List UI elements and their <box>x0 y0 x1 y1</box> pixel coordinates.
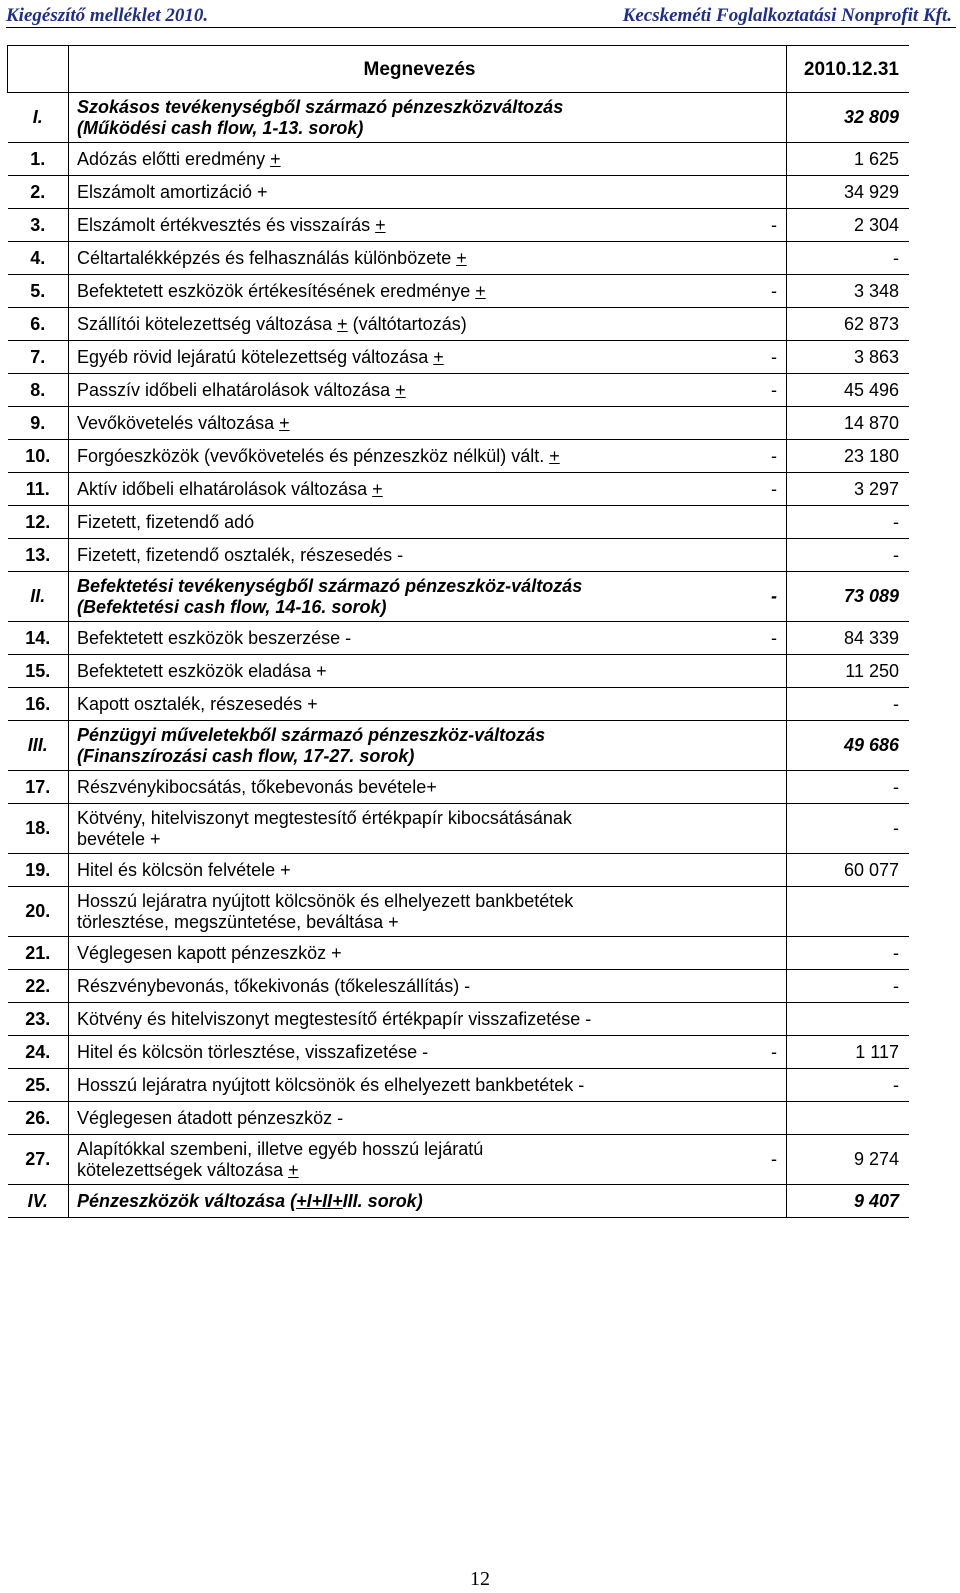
row-description <box>69 1036 763 1069</box>
row-sign <box>762 937 787 970</box>
row-value: - <box>787 771 910 804</box>
row-description <box>69 970 763 1003</box>
table-row <box>8 771 910 804</box>
row-sign <box>762 308 787 341</box>
description-part: + <box>433 346 444 367</box>
row-number: 16. <box>8 688 69 721</box>
row-value: - <box>787 242 910 275</box>
table-row <box>8 473 910 506</box>
description-part: Hitel és kölcsön törlesztése, visszafizetése - <box>77 1041 429 1062</box>
description-part: Hosszú lejáratra nyújtott kölcsönök és elhelyezett bankbetétek - <box>77 1074 585 1095</box>
description-part: Befektetett eszközök beszerzése - <box>77 627 352 648</box>
description-part: I <box>306 1190 312 1211</box>
row-sign <box>762 93 787 143</box>
row-sign: - <box>762 209 787 242</box>
row-value: 3 297 <box>787 473 910 506</box>
row-number: 6. <box>8 308 69 341</box>
row-sign <box>762 655 787 688</box>
row-description <box>69 1135 763 1185</box>
row-number: 9. <box>8 407 69 440</box>
row-description <box>69 93 763 143</box>
row-description <box>69 176 763 209</box>
row-sign: - <box>762 1036 787 1069</box>
description-part: Kötvény és hitelviszonyt megtestesítő értékpapír visszafizetése - <box>77 1008 592 1029</box>
row-description <box>69 1069 763 1102</box>
row-description <box>69 655 763 688</box>
table-row <box>8 1036 910 1069</box>
description-part: (Működési cash flow, 1-13. sorok) <box>77 117 364 138</box>
description-part: Fizetett, fizetendő osztalék, részesedés - <box>77 544 404 565</box>
row-sign <box>762 176 787 209</box>
table-row <box>8 1135 910 1185</box>
table-row <box>8 970 910 1003</box>
table-row <box>8 1102 910 1135</box>
row-number: 23. <box>8 1003 69 1036</box>
table-row <box>8 1003 910 1036</box>
row-value: 9 274 <box>787 1135 910 1185</box>
row-description <box>69 473 763 506</box>
table-row <box>8 937 910 970</box>
description-part: bevétele + <box>77 828 161 849</box>
row-sign <box>762 771 787 804</box>
row-value: 32 809 <box>787 93 910 143</box>
cash-flow-table-body <box>8 46 910 1218</box>
row-description <box>69 209 763 242</box>
description-part: + <box>372 478 383 499</box>
row-sign: - <box>762 374 787 407</box>
row-value: 49 686 <box>787 721 910 771</box>
row-description <box>69 688 763 721</box>
page-header <box>6 0 952 30</box>
row-number: 26. <box>8 1102 69 1135</box>
description-part: Pénzügyi műveletekből származó pénzeszköz-változás <box>77 724 546 745</box>
description-part: Fizetett, fizetendő adó <box>77 511 255 532</box>
table-row <box>8 622 910 655</box>
table-row <box>8 804 910 854</box>
row-description <box>69 721 763 771</box>
row-number: 3. <box>8 209 69 242</box>
row-value: 1 625 <box>787 143 910 176</box>
row-number: 12. <box>8 506 69 539</box>
cash-flow-table <box>7 45 909 1218</box>
section-row <box>8 721 910 771</box>
row-value <box>787 1102 910 1135</box>
header-left-title: Kiegészítő melléklet 2010. <box>6 5 209 26</box>
row-value: 1 117 <box>787 1036 910 1069</box>
row-description <box>69 143 763 176</box>
row-description <box>69 440 763 473</box>
row-description <box>69 572 763 622</box>
description-part: Elszámolt amortizáció + <box>77 181 268 202</box>
row-description <box>69 1003 763 1036</box>
header-sign-cell <box>762 46 787 93</box>
row-number: 7. <box>8 341 69 374</box>
description-part: Befektetett eszközök eladása + <box>77 660 327 681</box>
row-description <box>69 771 763 804</box>
row-value: - <box>787 506 910 539</box>
table-row <box>8 176 910 209</box>
table-row <box>8 506 910 539</box>
table-row <box>8 887 910 937</box>
description-part: Szállítói kötelezettség változása <box>77 313 338 334</box>
row-description <box>69 407 763 440</box>
description-part: Forgóeszközök (vevőkövetelés és pénzeszköz nélkül) vált. <box>77 445 550 466</box>
table-row <box>8 407 910 440</box>
description-part: + <box>475 280 486 301</box>
table-row <box>8 440 910 473</box>
row-value: - <box>787 937 910 970</box>
description-part: Véglegesen átadott pénzeszköz - <box>77 1107 344 1128</box>
table-row <box>8 655 910 688</box>
row-sign <box>762 887 787 937</box>
row-description <box>69 539 763 572</box>
row-value: 73 089 <box>787 572 910 622</box>
description-part: Pénzeszközök változása ( <box>77 1190 297 1211</box>
row-number: 15. <box>8 655 69 688</box>
table-row <box>8 341 910 374</box>
row-number: 5. <box>8 275 69 308</box>
row-sign <box>762 804 787 854</box>
description-part: Aktív időbeli elhatárolások változása <box>77 478 373 499</box>
description-part: kötelezettségek változása <box>77 1159 289 1180</box>
description-part: + <box>395 379 406 400</box>
row-number: 13. <box>8 539 69 572</box>
row-number: 11. <box>8 473 69 506</box>
description-part: Befektetési tevékenységből származó pénzeszköz-változás <box>77 575 583 596</box>
section-row <box>8 1185 910 1218</box>
row-value: - <box>787 539 910 572</box>
row-number: I. <box>8 93 69 143</box>
table-row <box>8 1069 910 1102</box>
row-sign <box>762 539 787 572</box>
description-part: + <box>296 1190 307 1211</box>
header-num-cell <box>8 46 69 93</box>
row-description <box>69 506 763 539</box>
table-row <box>8 209 910 242</box>
row-value: 3 348 <box>787 275 910 308</box>
row-number: 25. <box>8 1069 69 1102</box>
table-row <box>8 275 910 308</box>
row-number: 19. <box>8 854 69 887</box>
row-sign <box>762 1102 787 1135</box>
row-number: 4. <box>8 242 69 275</box>
description-part: (Finanszírozási cash flow, 17-27. sorok) <box>77 745 415 766</box>
description-part: Egyéb rövid lejáratú kötelezettség változása <box>77 346 434 367</box>
row-value: 9 407 <box>787 1185 910 1218</box>
row-sign: - <box>762 440 787 473</box>
section-row <box>8 93 910 143</box>
row-number: IV. <box>8 1185 69 1218</box>
row-number: 20. <box>8 887 69 937</box>
row-sign: - <box>762 275 787 308</box>
description-part: Szokásos tevékenységből származó pénzeszközváltozás <box>77 96 564 117</box>
description-part: III. sorok) <box>342 1190 423 1211</box>
description-part: Adózás előtti eredmény <box>77 148 271 169</box>
description-part: Kötvény, hitelviszonyt megtestesítő értékpapír kibocsátásának <box>77 807 572 828</box>
row-value: 62 873 <box>787 308 910 341</box>
row-sign <box>762 242 787 275</box>
description-part: II <box>322 1190 333 1211</box>
row-sign: - <box>762 572 787 622</box>
row-number: III. <box>8 721 69 771</box>
table-row <box>8 688 910 721</box>
description-part: Alapítókkal szembeni, illetve egyéb hosszú lejáratú <box>77 1138 484 1159</box>
row-description <box>69 622 763 655</box>
section-row <box>8 572 910 622</box>
row-number: 10. <box>8 440 69 473</box>
description-part: (váltótartozás) <box>347 313 467 334</box>
description-part: Hitel és kölcsön felvétele + <box>77 859 291 880</box>
description-part: Részvénybevonás, tőkekivonás (tőkeleszállítás) - <box>77 975 471 996</box>
description-part: + <box>549 445 560 466</box>
description-part: + <box>288 1159 299 1180</box>
header-name-cell: Megnevezés <box>69 46 763 93</box>
table-row <box>8 539 910 572</box>
row-sign <box>762 407 787 440</box>
row-description <box>69 308 763 341</box>
row-value: - <box>787 688 910 721</box>
row-number: 22. <box>8 970 69 1003</box>
row-sign <box>762 506 787 539</box>
row-description <box>69 242 763 275</box>
row-description <box>69 374 763 407</box>
row-description <box>69 887 763 937</box>
table-row <box>8 143 910 176</box>
row-sign <box>762 721 787 771</box>
description-part: Befektetett eszközök értékesítésének eredménye <box>77 280 476 301</box>
row-value: 45 496 <box>787 374 910 407</box>
description-part: Kapott osztalék, részesedés + <box>77 693 318 714</box>
row-value: - <box>787 1069 910 1102</box>
row-value: 60 077 <box>787 854 910 887</box>
row-number: 21. <box>8 937 69 970</box>
row-value: 3 863 <box>787 341 910 374</box>
description-part: törlesztése, megszüntetése, beváltása + <box>77 911 399 932</box>
description-part: Hosszú lejáratra nyújtott kölcsönök és elhelyezett bankbetétek <box>77 890 574 911</box>
row-value: 11 250 <box>787 655 910 688</box>
row-number: 8. <box>8 374 69 407</box>
row-value: 2 304 <box>787 209 910 242</box>
row-number: 24. <box>8 1036 69 1069</box>
table-header-row <box>8 46 910 93</box>
row-number: II. <box>8 572 69 622</box>
table-row <box>8 374 910 407</box>
row-value <box>787 1003 910 1036</box>
table-row <box>8 242 910 275</box>
row-sign <box>762 688 787 721</box>
row-number: 18. <box>8 804 69 854</box>
row-description <box>69 854 763 887</box>
row-description <box>69 1102 763 1135</box>
row-number: 2. <box>8 176 69 209</box>
description-part: + <box>332 1190 343 1211</box>
description-part: Passzív időbeli elhatárolások változása <box>77 379 396 400</box>
row-description <box>69 937 763 970</box>
header-rule <box>6 27 956 28</box>
description-part: Véglegesen kapott pénzeszköz + <box>77 942 342 963</box>
row-value: 14 870 <box>787 407 910 440</box>
row-sign: - <box>762 341 787 374</box>
description-part: Céltartalékképzés és felhasználás különbözete <box>77 247 457 268</box>
header-date-cell: 2010.12.31 <box>787 46 910 93</box>
row-sign: - <box>762 473 787 506</box>
description-part: + <box>456 247 467 268</box>
description-part: + <box>270 148 281 169</box>
table-row <box>8 854 910 887</box>
row-value: - <box>787 970 910 1003</box>
description-part: + <box>279 412 290 433</box>
row-number: 1. <box>8 143 69 176</box>
row-description <box>69 341 763 374</box>
row-sign: - <box>762 1135 787 1185</box>
row-sign: - <box>762 622 787 655</box>
row-number: 17. <box>8 771 69 804</box>
table-row <box>8 308 910 341</box>
description-part: Vevőkövetelés változása <box>77 412 280 433</box>
description-part: (Befektetési cash flow, 14-16. sorok) <box>77 596 387 617</box>
row-number: 27. <box>8 1135 69 1185</box>
row-value: 23 180 <box>787 440 910 473</box>
row-value: 34 929 <box>787 176 910 209</box>
page-number: 12 <box>470 1568 490 1590</box>
description-part: + <box>311 1190 323 1211</box>
row-number: 14. <box>8 622 69 655</box>
description-part: Elszámolt értékvesztés és visszaírás <box>77 214 376 235</box>
row-description <box>69 275 763 308</box>
row-value: 84 339 <box>787 622 910 655</box>
row-sign <box>762 143 787 176</box>
row-description <box>69 1185 763 1218</box>
row-sign <box>762 1069 787 1102</box>
description-part: + <box>337 313 348 334</box>
row-description <box>69 804 763 854</box>
description-part: Részvénykibocsátás, tőkebevonás bevétele+ <box>77 776 437 797</box>
row-sign <box>762 854 787 887</box>
header-company-name: Kecskeméti Foglalkoztatási Nonprofit Kft. <box>622 5 952 26</box>
row-sign <box>762 1185 787 1218</box>
row-value <box>787 887 910 937</box>
row-value: - <box>787 804 910 854</box>
description-part: + <box>375 214 386 235</box>
row-sign <box>762 970 787 1003</box>
row-sign <box>762 1003 787 1036</box>
